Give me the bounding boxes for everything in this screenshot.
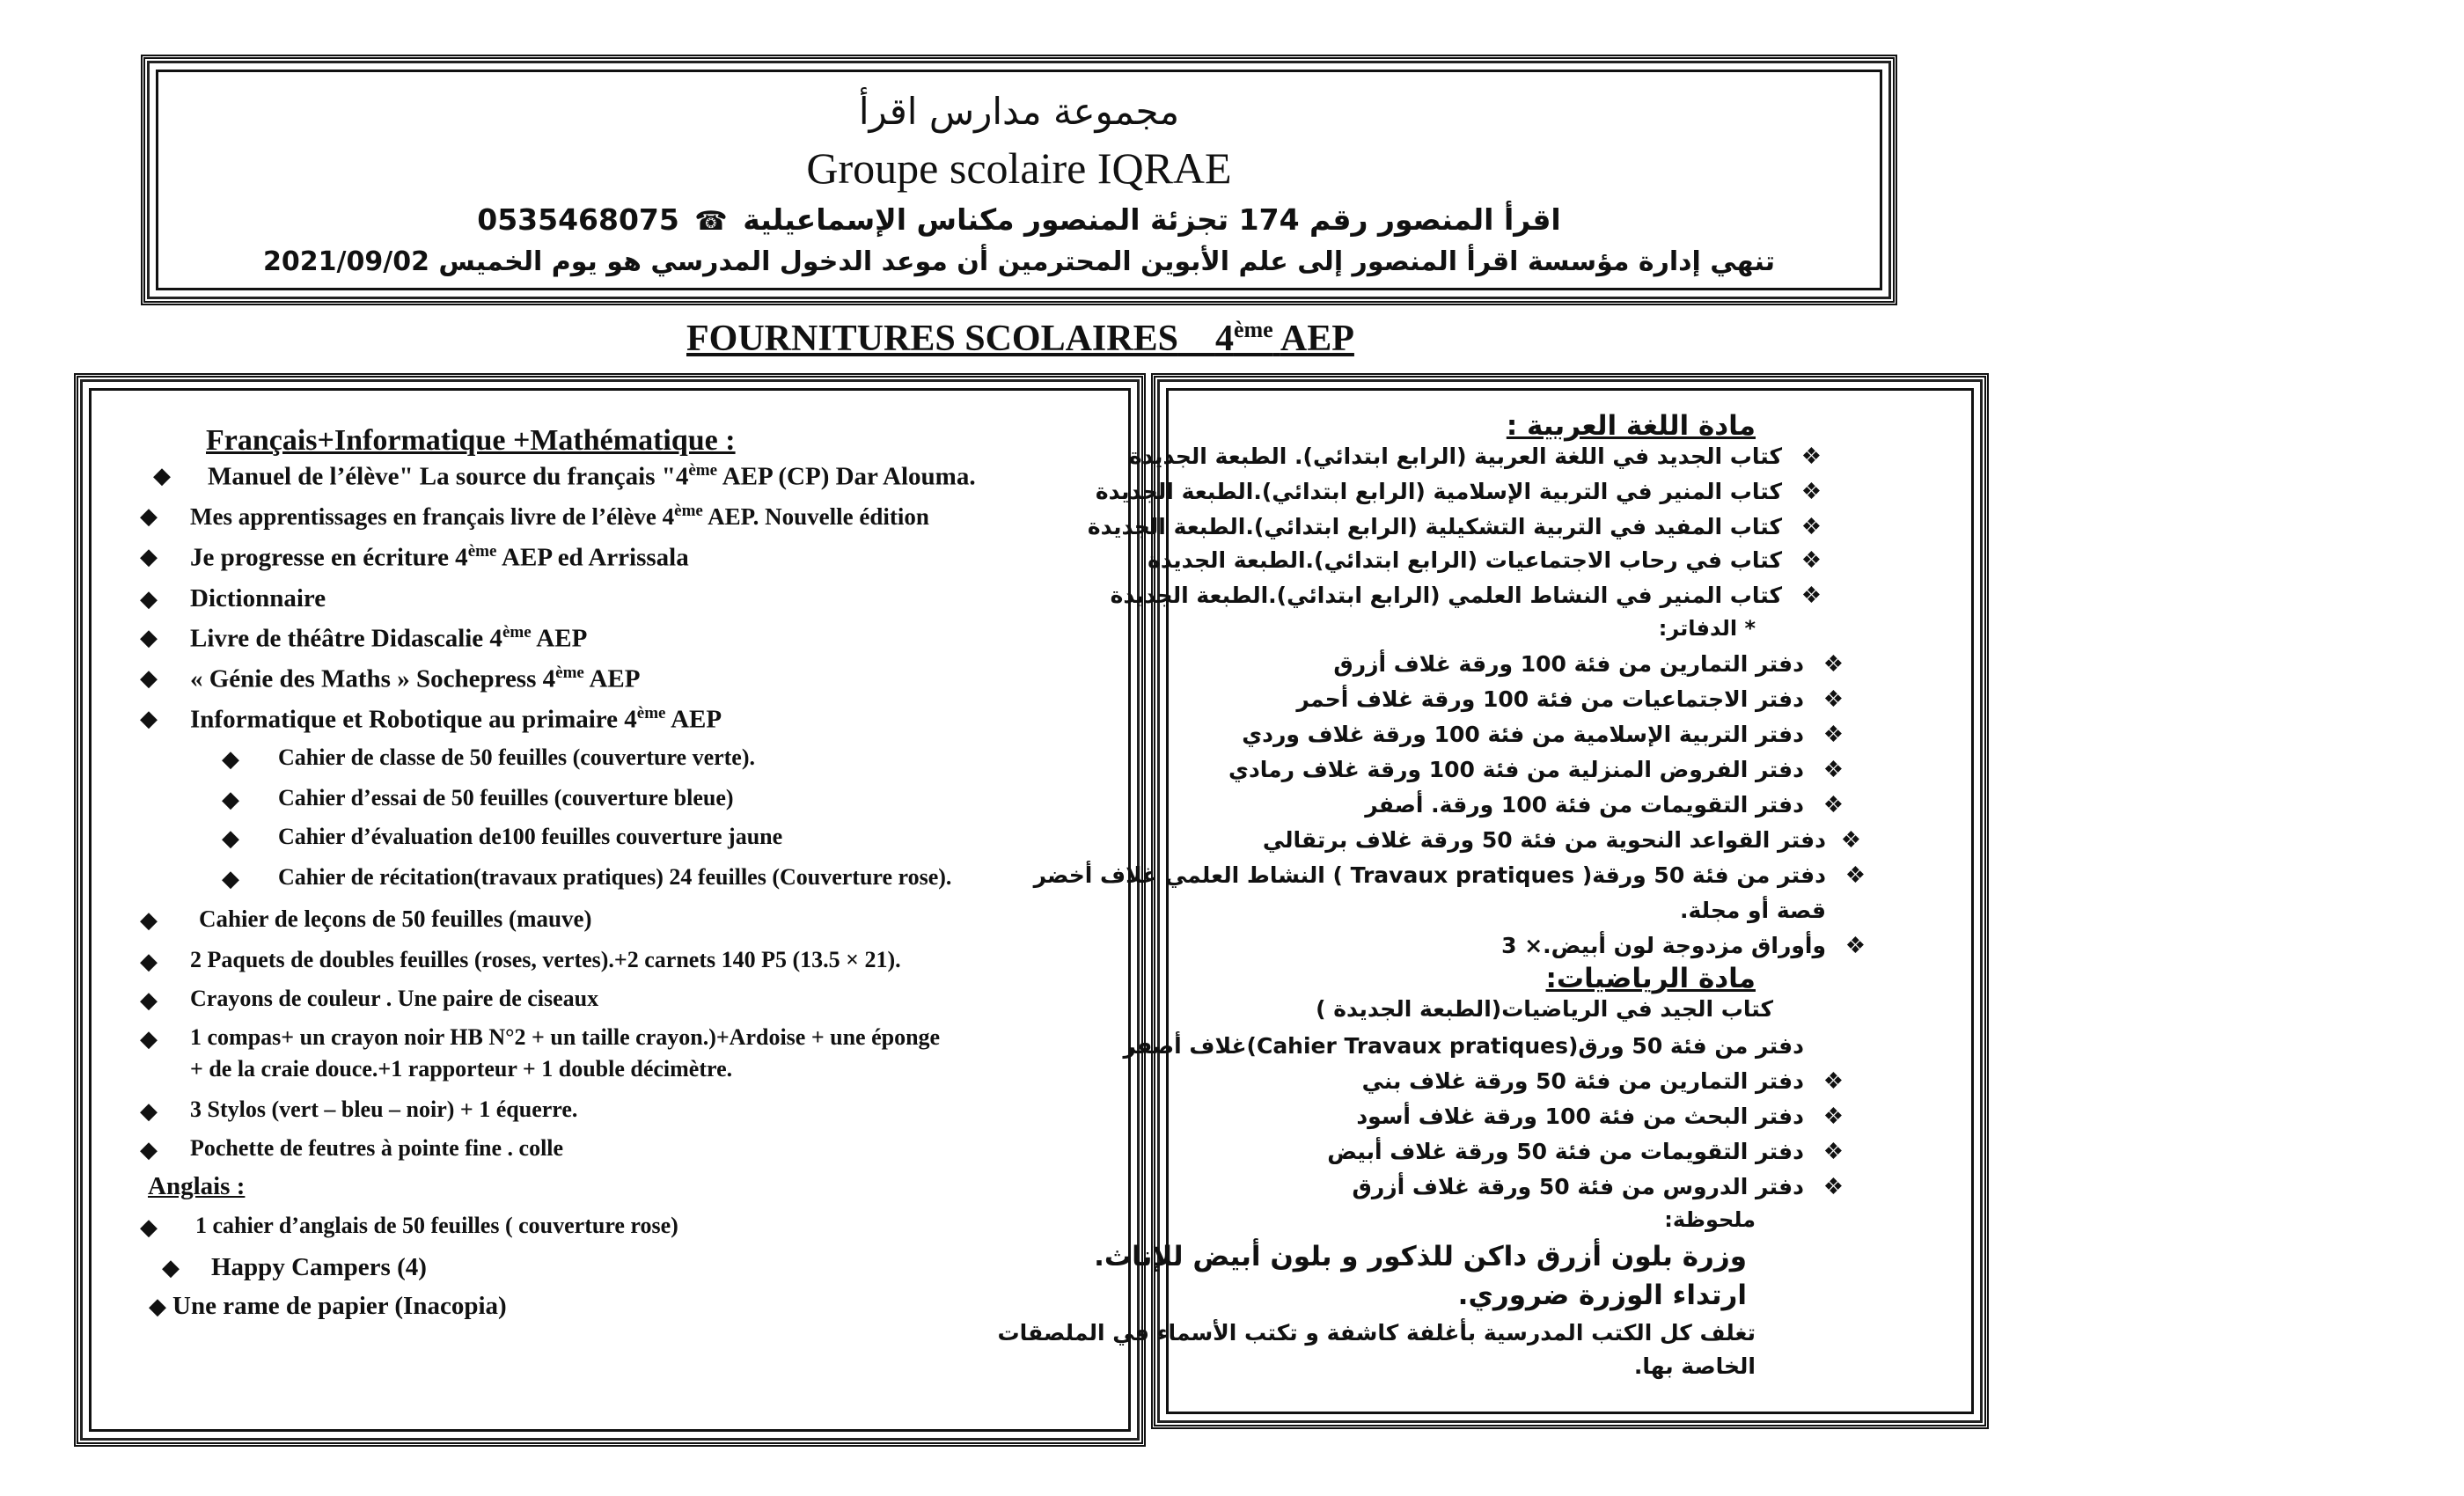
- notebook-item: قصة أو مجلة.: [1679, 898, 1826, 923]
- french-list-item: [278, 744, 755, 771]
- item-text-suffix: AEP: [665, 705, 722, 734]
- item-superscript: ème: [688, 461, 718, 480]
- bullet-diamond-icon: ◆: [140, 949, 158, 974]
- item-superscript: ème: [502, 623, 532, 642]
- item-superscript: ème: [555, 664, 584, 682]
- item-text: 3 Stylos (vert – bleu – noir) + 1 équerre.: [190, 1096, 578, 1122]
- anglais-list-item: 1 cahier d’anglais de 50 feuilles ( couverture rose): [195, 1213, 678, 1238]
- item-text: Cahier de classe de 50 feuilles (couverture verte).: [278, 744, 756, 770]
- title-level-suffix: AEP: [1280, 319, 1354, 359]
- item-text: « Génie des Maths » Sochepress 4: [190, 664, 556, 693]
- bullet-diamond-icon: ◆: [222, 787, 239, 812]
- bullet-diamond-icon: ◆: [153, 463, 171, 488]
- bullet-clover-icon: ❖: [1822, 757, 1844, 782]
- french-list-item: [199, 906, 591, 933]
- item-text-suffix: AEP: [583, 664, 641, 693]
- arabic-book-item: كتاب الجديد في اللغة العربية (الرابع ابتدائي). الطبعة الجديدة: [1128, 444, 1782, 469]
- header-box: [141, 55, 1897, 305]
- bullet-clover-icon: ❖: [1800, 444, 1822, 469]
- anglais-list-item: Happy Campers (4): [211, 1253, 427, 1281]
- header-inner-frame: [156, 70, 1882, 290]
- french-list-item: [190, 1056, 732, 1082]
- note-heading: ملحوظة:: [1664, 1207, 1756, 1232]
- bullet-diamond-icon: ◆: [140, 544, 158, 569]
- item-text: Cahier de récitation(travaux pratiques) 24 feuilles (Couverture rose).: [278, 864, 952, 890]
- item-text: + de la craie douce.+1 rapporteur + 1 double décimètre.: [190, 1056, 733, 1082]
- item-text: Je progresse en écriture 4: [190, 543, 468, 572]
- french-list-item: [190, 1096, 577, 1123]
- notebook-item: دفتر الاجتماعيات من فئة 100 ورقة غلاف أحمر: [1296, 686, 1804, 712]
- math-tp-notebook: دفتر من فئة 50 ورق(Cahier Travaux pratiques)غلاف أصفر: [1123, 1033, 1804, 1059]
- french-list-item: [190, 664, 641, 694]
- bullet-diamond-icon: ◆: [222, 866, 239, 891]
- bullet-clover-icon: ❖: [1822, 1139, 1844, 1164]
- title-level-sup: ème: [1233, 317, 1273, 342]
- french-list-item: [208, 461, 976, 492]
- item-text: Cahier de leçons de 50 feuilles (mauve): [199, 906, 592, 932]
- french-list-item: [278, 864, 951, 891]
- math-notebook-item: دفتر التمارين من فئة 50 ورقة غلاف بني: [1361, 1068, 1804, 1094]
- item-text: Mes apprentissages en français livre de l’élève 4: [190, 503, 675, 530]
- bullet-clover-icon: ❖: [1822, 1104, 1844, 1129]
- item-superscript: ème: [467, 542, 497, 561]
- item-text-suffix: AEP (CP) Dar Alouma.: [717, 462, 976, 491]
- notebook-item: دفتر الفروض المنزلية من فئة 100 ورقة غلاف رمادي: [1228, 757, 1804, 782]
- bullet-diamond-icon: ◆: [140, 987, 158, 1013]
- bullet-diamond-icon: ◆: [140, 586, 158, 612]
- math-heading: مادة الرياضيات:: [1545, 963, 1756, 994]
- arabic-book-item: كتاب في رحاب الاجتماعيات (الرابع ابتدائي).الطبعة الجديدة: [1148, 547, 1782, 573]
- item-text: Cahier d’évaluation de100 feuilles couverture jaune: [278, 824, 783, 849]
- notebook-item: دفتر التربية الإسلامية من فئة 100 ورقة غلاف وردي: [1242, 722, 1804, 747]
- page-title: [686, 317, 1434, 360]
- arabic-supplies-box: [997, 373, 1989, 1429]
- item-text: Crayons de couleur . Une paire de ciseaux: [190, 986, 599, 1011]
- bullet-clover-icon: ❖: [1800, 583, 1822, 608]
- item-text: Dictionnaire: [190, 584, 326, 612]
- final-note: الخاصة بها.: [1633, 1353, 1756, 1379]
- french-list-item: [190, 623, 587, 654]
- item-superscript: ème: [674, 502, 703, 520]
- french-list-item: [190, 584, 326, 613]
- french-supplies-inner: [89, 388, 1131, 1432]
- bullet-clover-icon: ❖: [1822, 686, 1844, 712]
- item-text: 2 Paquets de doubles feuilles (roses, vertes).+2 carnets 140 P5 (13.5 × 21).: [190, 947, 901, 972]
- french-list-item: [190, 704, 722, 735]
- address-line: [158, 202, 1880, 237]
- bullet-clover-icon: ❖: [1844, 933, 1866, 958]
- notebook-item: وأوراق مزدوجة لون أبيض.× 3: [1501, 933, 1826, 958]
- bullet-diamond-icon: ◆: [222, 746, 239, 772]
- math-notebook-item: دفتر الدروس من فئة 50 ورقة غلاف أزرق: [1352, 1174, 1804, 1199]
- bullet-clover-icon: ❖: [1822, 1174, 1844, 1199]
- bullet-clover-icon: ❖: [1822, 651, 1844, 677]
- item-text: Pochette de feutres à pointe fine . colle: [190, 1135, 564, 1161]
- bullet-diamond-icon: ◆: [140, 1026, 158, 1052]
- french-list-item: [190, 1024, 940, 1051]
- notebooks-heading: * الدفاتر:: [1658, 616, 1756, 641]
- item-text: Informatique et Robotique au primaire 4: [190, 705, 637, 734]
- french-list-item: [190, 1135, 563, 1162]
- bullet-diamond-icon: ◆: [140, 1214, 158, 1240]
- item-text: Cahier d’essai de 50 feuilles (couverture bleue): [278, 785, 734, 810]
- bullet-clover-icon: ❖: [1822, 792, 1844, 818]
- announcement: تنهي إدارة مؤسسة اقرأ المنصور إلى علم الأبوين المحترمين أن موعد الدخول المدرسي هو يوم الخميس 2021/09/02: [263, 246, 1775, 277]
- item-text: 1 compas+ un crayon noir HB N°2 + un taille crayon.)+Ardoise + une éponge: [190, 1024, 941, 1050]
- arabic-book-item: كتاب المفيد في التربية التشكيلية (الرابع ابتدائي).الطبعة الجديدة: [1087, 514, 1782, 539]
- bullet-diamond-icon: ◆: [222, 825, 239, 851]
- note-item: ارتداء الوزرة ضروري.: [1457, 1280, 1747, 1311]
- math-book: كتاب الجيد في الرياضيات(الطبعة الجديدة ): [1316, 996, 1773, 1022]
- bullet-diamond-icon: ◆: [140, 1098, 158, 1124]
- bullet-clover-icon: ❖: [1822, 1068, 1844, 1094]
- bullet-diamond-icon: ◆: [140, 1137, 158, 1162]
- final-note: تغلف كل الكتب المدرسية بأغلفة كاشفة و تكتب الأسماء في الملصقات: [997, 1320, 1756, 1346]
- notebook-item: دفتر التقويمات من فئة 100 ورقة. أصفر: [1365, 792, 1804, 818]
- french-supplies-box: [74, 373, 1146, 1447]
- bullet-clover-icon: ❖: [1800, 514, 1822, 539]
- math-notebook-item: دفتر التقويمات من فئة 50 ورقة غلاف أبيض: [1327, 1139, 1804, 1164]
- bullet-clover-icon: ❖: [1844, 862, 1866, 888]
- notebook-item: دفتر من فئة 50 ورقة( Travaux pratiques ) النشاط العلمي غلاف أخضر: [1033, 862, 1826, 888]
- bullet-diamond-icon: ◆: [140, 503, 158, 529]
- item-text-suffix: AEP. Nouvelle édition: [702, 503, 929, 530]
- title-level-num: 4: [1214, 319, 1234, 359]
- bullet-diamond-icon: ◆: [140, 706, 158, 731]
- bullet-diamond-icon: ◆: [140, 665, 158, 691]
- arabic-book-item: كتاب المنير في التربية الإسلامية (الرابع ابتدائي).الطبعة الجديدة: [1095, 479, 1782, 504]
- notebook-item: دفتر القواعد النحوية من فئة 50 ورقة غلاف برتقالي: [1262, 827, 1826, 853]
- bullet-diamond-icon: ◆: [162, 1255, 180, 1280]
- french-list-item: [190, 542, 689, 573]
- anglais-list-item: Une rame de papier (Inacopia): [172, 1292, 507, 1320]
- arabic-supplies-inner: [997, 388, 1974, 1414]
- item-text-suffix: AEP: [531, 624, 588, 653]
- bullet-diamond-icon: ◆: [140, 625, 158, 650]
- arabic-language-heading: مادة اللغة العربية :: [1506, 410, 1756, 442]
- phone-number: 0535468075: [477, 202, 679, 237]
- item-superscript: ème: [636, 704, 666, 722]
- item-text: Manuel de l’élève" La source du français "4: [208, 462, 689, 491]
- bullet-clover-icon: ❖: [1840, 827, 1861, 853]
- bullet-clover-icon: ❖: [1800, 547, 1822, 573]
- french-list-item: [278, 785, 734, 811]
- arabic-book-item: كتاب المنير في النشاط العلمي (الرابع ابتدائي).الطبعة الجديدة: [1110, 583, 1782, 608]
- french-school-name: Groupe scolaire IQRAE: [806, 143, 1232, 193]
- phone-icon: ☎: [694, 206, 728, 237]
- bullet-clover-icon: ❖: [1822, 722, 1844, 747]
- french-list-item: [190, 502, 929, 531]
- item-text: Livre de théâtre Didascalie 4: [190, 624, 502, 653]
- french-list-item: [190, 986, 598, 1012]
- bullet-diamond-icon: ◆: [149, 1294, 166, 1319]
- french-list-item: [278, 824, 782, 850]
- french-list-item: [190, 947, 901, 973]
- arabic-school-name: مجموعة مدارس اقرأ: [858, 90, 1180, 133]
- anglais-heading: Anglais :: [148, 1172, 246, 1200]
- address-text: اقرأ المنصور رقم 174 تجزئة المنصور مكناس الإسماعيلية: [743, 202, 1561, 237]
- bullet-clover-icon: ❖: [1800, 479, 1822, 504]
- item-text-suffix: AEP ed Arrissala: [496, 543, 689, 572]
- notebook-item: دفتر التمارين من فئة 100 ورقة غلاف أزرق: [1333, 651, 1804, 677]
- note-item: وزرة بلون أزرق داكن للذكور و بلون أبيض للإناث.: [1094, 1241, 1747, 1272]
- bullet-diamond-icon: ◆: [140, 907, 158, 933]
- math-notebook-item: دفتر البحث من فئة 100 ورقة غلاف أسود: [1356, 1104, 1804, 1129]
- french-heading: Français+Informatique +Mathématique :: [206, 424, 736, 457]
- title-main: FOURNITURES SCOLAIRES: [686, 319, 1178, 359]
